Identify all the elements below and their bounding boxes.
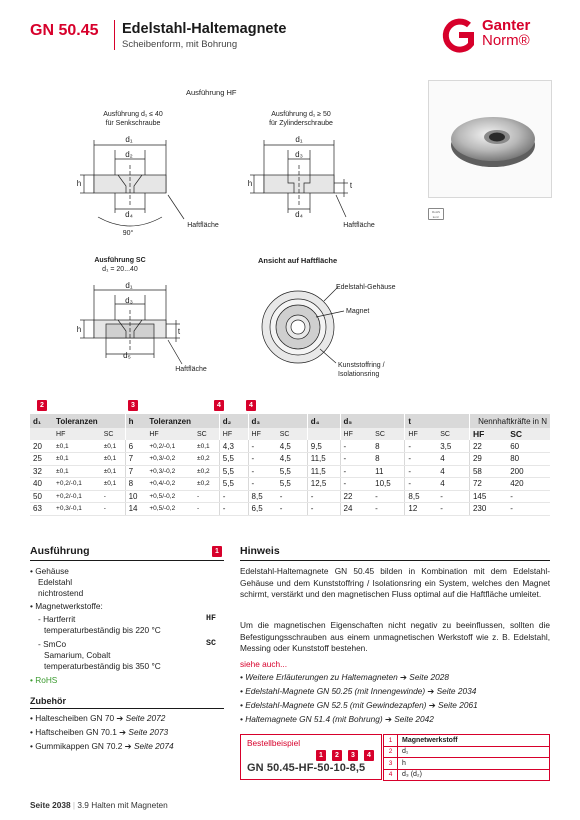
table-cell: 230 bbox=[469, 503, 507, 516]
sc-d5: d₅ bbox=[123, 351, 131, 360]
ganter-logo-icon bbox=[440, 18, 478, 54]
hf-right-h: h bbox=[247, 179, 253, 188]
table-cell: 200 bbox=[507, 465, 550, 478]
col-blank bbox=[277, 414, 308, 428]
spec-item: - SmCo bbox=[38, 639, 67, 649]
table-cell: 29 bbox=[469, 453, 507, 466]
code-sc: SC bbox=[206, 639, 216, 648]
table-cell: 10 bbox=[125, 490, 146, 503]
order-example-box bbox=[240, 734, 382, 780]
hf-left-caption: Ausführung d₁ ≤ 40 für Senkschraube bbox=[103, 111, 163, 127]
table-cell: 80 bbox=[507, 453, 550, 466]
sub-blank bbox=[125, 428, 146, 440]
table-cell: 8 bbox=[125, 478, 146, 491]
table-cell: ±0,2 bbox=[194, 453, 219, 466]
hf-left-d4: d₄ bbox=[125, 210, 133, 219]
hf-right-caption: Ausführung d₁ ≥ 50 für Zylinderschraube bbox=[269, 111, 333, 127]
table-cell: 50 bbox=[30, 490, 53, 503]
accessory-item[interactable]: • Haftscheiben GN 70.1 ➔ Seite 2073 bbox=[30, 727, 169, 737]
table-cell: ±0,2 bbox=[194, 478, 219, 491]
table-cell: ±0,1 bbox=[53, 465, 101, 478]
section-rule bbox=[30, 560, 224, 561]
order-code: GN 50.45-HF-50-10-8,5 bbox=[247, 762, 366, 774]
badge-ausfuehrung: 1 bbox=[212, 546, 222, 557]
table-cell: 11 bbox=[372, 465, 405, 478]
table-cell: - bbox=[248, 453, 277, 466]
col-d5: d₅ bbox=[340, 414, 372, 428]
table-cell: - bbox=[101, 490, 125, 503]
table-cell: - bbox=[248, 478, 277, 491]
table-cell: 8,5 bbox=[248, 490, 277, 503]
hf-left-90: 90° bbox=[122, 230, 134, 237]
rohs-note: • RoHS bbox=[30, 675, 58, 685]
table-cell: ±0,1 bbox=[101, 465, 125, 478]
rohs-badge-icon: RoHS konf. bbox=[428, 208, 444, 220]
table-cell: 4 bbox=[437, 453, 469, 466]
table-cell: 5,5 bbox=[277, 478, 308, 491]
see-also-label: siehe auch... bbox=[240, 659, 288, 669]
order-legend-row bbox=[384, 758, 550, 770]
accessory-item[interactable]: • Haltescheiben GN 70 ➔ Seite 2072 bbox=[30, 713, 166, 723]
sc-haftflaeche: Haftfläche bbox=[175, 366, 207, 373]
col-holding-force: Nennhaftkräfte in N bbox=[469, 414, 550, 428]
table-cell: - bbox=[307, 490, 340, 503]
see-also-link[interactable]: • Edelstahl-Magnete GN 50.25 (mit Innengewinde) ➔ Seite 2034 bbox=[240, 686, 477, 696]
table-cell: - bbox=[507, 503, 550, 516]
table-cell: +0,3/-0,2 bbox=[146, 465, 194, 478]
table-cell: 72 bbox=[469, 478, 507, 491]
table-cell: - bbox=[340, 453, 372, 466]
table-cell: 8 bbox=[372, 440, 405, 453]
order-legend-text: h bbox=[398, 758, 550, 770]
table-cell: ±0,1 bbox=[53, 453, 101, 466]
table-cell: 5,5 bbox=[277, 465, 308, 478]
order-legend-text: d₃ (d₂) bbox=[398, 769, 550, 781]
table-cell: 6,5 bbox=[248, 503, 277, 516]
table-cell: - bbox=[277, 490, 308, 503]
hinweis-paragraph: Edelstahl-Haltemagnete GN 50.45 bilden in Kombination mit dem Edelstahl-Gehäuse und dem Kunststoffring / Isolationsring ein System, welches den Magnet schirmt, verstärkt und den magnetischen Fluss optimal auf die Haftfläche umleitet. bbox=[240, 566, 550, 599]
logo-text-top: Ganter bbox=[482, 17, 531, 34]
section-hinweis-title: Hinweis bbox=[240, 545, 280, 557]
ganter-norm-logo bbox=[440, 18, 550, 54]
table-cell: - bbox=[372, 503, 405, 516]
product-photo bbox=[428, 80, 552, 198]
col-t: t bbox=[405, 414, 437, 428]
table-cell: 420 bbox=[507, 478, 550, 491]
hinweis-paragraph: Um die magnetischen Eigenschaften nicht negativ zu beeinflussen, sollten die Befestigungsschrauben aus einem unmagnetischen Werkstoff wie z. B. Edelstahl, Messing oder Kunststoff bestehen. bbox=[240, 620, 550, 653]
sub-sc: SC bbox=[101, 428, 125, 440]
spec-item: nichtrostend bbox=[38, 588, 84, 598]
accessory-item[interactable]: • Gummikappen GN 70.2 ➔ Seite 2074 bbox=[30, 741, 174, 751]
order-legend-number: 3 bbox=[384, 758, 398, 770]
sub-sc: SC bbox=[437, 428, 469, 440]
section-rule bbox=[240, 560, 550, 561]
spec-item: temperaturbeständig bis 220 °C bbox=[44, 625, 161, 635]
hf-left-h: h bbox=[76, 179, 82, 188]
order-legend-row bbox=[384, 769, 550, 781]
sub-hf: HF bbox=[248, 428, 277, 440]
table-cell: 10,5 bbox=[372, 478, 405, 491]
col-blank bbox=[437, 414, 469, 428]
sub-hf: HF bbox=[340, 428, 372, 440]
table-cell: 4 bbox=[437, 465, 469, 478]
sub-blank bbox=[307, 428, 340, 440]
col-blank bbox=[194, 414, 219, 428]
col-d3: d₃ bbox=[248, 414, 277, 428]
table-row bbox=[30, 503, 550, 516]
table-cell: ±0,2 bbox=[194, 465, 219, 478]
order-legend-number: 4 bbox=[384, 769, 398, 781]
table-cell: ±0,1 bbox=[101, 453, 125, 466]
table-cell: - bbox=[101, 503, 125, 516]
hf-right-d4: d₄ bbox=[295, 210, 303, 219]
table-cell: +0,5/-0,2 bbox=[146, 503, 194, 516]
table-cell: 6 bbox=[125, 440, 146, 453]
table-cell: 22 bbox=[469, 440, 507, 453]
table-cell: 63 bbox=[30, 503, 53, 516]
table-row bbox=[30, 465, 550, 478]
table-cell: - bbox=[372, 490, 405, 503]
order-marker: 2 bbox=[332, 750, 342, 761]
badge-d1: 2 bbox=[37, 400, 47, 411]
sub-hf: HF bbox=[53, 428, 101, 440]
table-cell: 7 bbox=[125, 453, 146, 466]
product-code: GN 50.45 bbox=[30, 22, 99, 39]
magnet-photo-image bbox=[429, 81, 551, 197]
sc-d3: d₃ bbox=[125, 296, 133, 305]
see-also-link[interactable]: • Haltemagnete GN 51.4 (mit Bohrung) ➔ Seite 2042 bbox=[240, 714, 434, 724]
col-d2: d₂ bbox=[219, 414, 248, 428]
table-cell: - bbox=[405, 440, 437, 453]
table-cell: +0,4/-0,2 bbox=[146, 478, 194, 491]
spec-item: Edelstahl bbox=[38, 577, 73, 587]
table-cell: 4 bbox=[437, 478, 469, 491]
order-marker: 1 bbox=[316, 750, 326, 761]
sub-sc: SC bbox=[507, 428, 550, 440]
col-h: h bbox=[125, 414, 146, 428]
table-cell: 12 bbox=[405, 503, 437, 516]
sc-h: h bbox=[76, 325, 82, 334]
table-cell: +0,2/-0,1 bbox=[146, 440, 194, 453]
see-also-link[interactable]: • Edelstahl-Magnete GN 52.5 (mit Gewindezapfen) ➔ Seite 2061 bbox=[240, 700, 478, 710]
chapter-title: 3.9 Halten mit Magneten bbox=[77, 800, 168, 810]
sub-blank bbox=[30, 428, 53, 440]
table-row bbox=[30, 478, 550, 491]
table-cell: - bbox=[219, 503, 248, 516]
hf-left-haftflaeche: Haftfläche bbox=[187, 222, 219, 229]
table-cell: - bbox=[437, 503, 469, 516]
page-subtitle: Scheibenform, mit Bohrung bbox=[122, 39, 238, 50]
table-cell: 7 bbox=[125, 465, 146, 478]
section-zubehoer-title: Zubehör bbox=[30, 696, 66, 706]
table-row bbox=[30, 490, 550, 503]
table-header-row bbox=[30, 414, 550, 428]
code-hf: HF bbox=[206, 614, 216, 623]
table-cell: 12,5 bbox=[307, 478, 340, 491]
table-cell: - bbox=[405, 453, 437, 466]
table-cell: ±0,1 bbox=[101, 478, 125, 491]
order-legend-text: d₁ bbox=[398, 746, 550, 758]
hf-right-d1: d₁ bbox=[295, 135, 303, 144]
table-cell: - bbox=[340, 465, 372, 478]
hf-left-d1: d₁ bbox=[125, 135, 133, 144]
order-legend-row bbox=[384, 746, 550, 758]
table-row bbox=[30, 453, 550, 466]
table-cell: - bbox=[340, 440, 372, 453]
table-cell: 145 bbox=[469, 490, 507, 503]
table-cell: 32 bbox=[30, 465, 53, 478]
col-blank bbox=[101, 414, 125, 428]
sub-hf: HF bbox=[405, 428, 437, 440]
table-cell: 5,5 bbox=[219, 478, 248, 491]
sc-t: t bbox=[177, 327, 181, 336]
hf-right-d3: d₃ bbox=[295, 150, 303, 159]
order-legend-number: 2 bbox=[384, 746, 398, 758]
spec-item: • Magnetwerkstoffe: bbox=[30, 601, 103, 611]
table-cell: 14 bbox=[125, 503, 146, 516]
spec-item: Samarium, Cobalt bbox=[44, 650, 111, 660]
table-cell: - bbox=[307, 503, 340, 516]
order-legend-number: 1 bbox=[384, 735, 398, 747]
table-cell: 58 bbox=[469, 465, 507, 478]
table-cell: - bbox=[248, 465, 277, 478]
table-cell: 60 bbox=[507, 440, 550, 453]
sub-hf: HF bbox=[469, 428, 507, 440]
table-cell: - bbox=[437, 490, 469, 503]
sub-sc: SC bbox=[194, 428, 219, 440]
footer-separator: | bbox=[72, 800, 76, 810]
section-ausfuehrung-title: Ausführung bbox=[30, 545, 90, 557]
table-cell: 5,5 bbox=[219, 465, 248, 478]
table-cell: ±0,1 bbox=[194, 440, 219, 453]
table-cell: +0,5/-0,2 bbox=[146, 490, 194, 503]
order-marker: 4 bbox=[364, 750, 374, 761]
view-label-housing: Edelstahl-Gehäuse bbox=[336, 284, 396, 291]
hf-right-haftflaeche: Haftfläche bbox=[343, 222, 375, 229]
table-cell: - bbox=[405, 465, 437, 478]
order-legend-row bbox=[384, 735, 550, 747]
table-cell: 5,5 bbox=[219, 453, 248, 466]
table-cell: 4,5 bbox=[277, 453, 308, 466]
table-cell: 20 bbox=[30, 440, 53, 453]
table-cell: - bbox=[194, 490, 219, 503]
table-cell: - bbox=[219, 490, 248, 503]
spec-item: temperaturbeständig bis 350 °C bbox=[44, 661, 161, 671]
badge-d2: 4 bbox=[214, 400, 224, 411]
col-tolerances-h: Toleranzen bbox=[146, 414, 194, 428]
col-d1: d₁ bbox=[30, 414, 53, 428]
order-marker: 3 bbox=[348, 750, 358, 761]
table-cell: 4,3 bbox=[219, 440, 248, 453]
table-cell: - bbox=[340, 478, 372, 491]
page-number: Seite 2038 bbox=[30, 800, 71, 810]
table-cell: 9,5 bbox=[307, 440, 340, 453]
table-cell: ±0,1 bbox=[101, 440, 125, 453]
hf-left-d2: d₂ bbox=[125, 150, 133, 159]
sub-sc: SC bbox=[277, 428, 308, 440]
col-d4: d₄ bbox=[307, 414, 340, 428]
sc-caption: Ausführung SC d₁ = 20...40 bbox=[94, 257, 146, 273]
badge-d3: 4 bbox=[246, 400, 256, 411]
table-cell: 24 bbox=[340, 503, 372, 516]
table-cell: 22 bbox=[340, 490, 372, 503]
spec-item: - Hartferrit bbox=[38, 614, 76, 624]
badge-h: 3 bbox=[128, 400, 138, 411]
logo-text-bottom: Norm® bbox=[482, 32, 530, 49]
table-cell: - bbox=[248, 440, 277, 453]
header-divider bbox=[114, 20, 115, 50]
spec-item: • Gehäuse bbox=[30, 566, 69, 576]
section-rule bbox=[30, 708, 224, 709]
table-subheader-row bbox=[30, 428, 550, 440]
view-label-magnet: Magnet bbox=[346, 308, 370, 315]
table-cell: - bbox=[277, 503, 308, 516]
order-legend-text: Magnetwerkstoff bbox=[398, 735, 550, 747]
sub-hf: HF bbox=[146, 428, 194, 440]
table-cell: 4,5 bbox=[277, 440, 308, 453]
sub-hf: HF bbox=[219, 428, 248, 440]
table-cell: +0,3/-0,2 bbox=[146, 453, 194, 466]
table-cell: 40 bbox=[30, 478, 53, 491]
order-legend-table bbox=[383, 734, 550, 781]
hf-right-t: t bbox=[349, 181, 353, 190]
table-cell: 11,5 bbox=[307, 453, 340, 466]
order-example-title: Bestellbeispiel bbox=[247, 738, 301, 748]
table-cell: 11,5 bbox=[307, 465, 340, 478]
drawing-title-hf: Ausführung HF bbox=[186, 88, 237, 97]
table-cell: +0,2/-0,1 bbox=[53, 478, 101, 491]
view-title: Ansicht auf Haftfläche bbox=[258, 256, 338, 265]
col-tolerances-d1: Toleranzen bbox=[53, 414, 101, 428]
view-label-ring: Kunststoffring / Isolationsring bbox=[338, 362, 385, 378]
page-title: Edelstahl-Haltemagnete bbox=[122, 21, 287, 37]
sc-d1: d₁ bbox=[125, 281, 133, 290]
page-footer bbox=[30, 800, 168, 810]
table-cell: ±0,1 bbox=[53, 440, 101, 453]
table-cell: 25 bbox=[30, 453, 53, 466]
table-cell: 3,5 bbox=[437, 440, 469, 453]
table-cell: - bbox=[194, 503, 219, 516]
table-row bbox=[30, 440, 550, 453]
table-cell: +0,2/-0,1 bbox=[53, 490, 101, 503]
sub-sc: SC bbox=[372, 428, 405, 440]
page-header bbox=[30, 18, 550, 58]
see-also-link[interactable]: • Weitere Erläuterungen zu Haltemagneten ➔ Seite 2028 bbox=[240, 672, 449, 682]
table-cell: 8,5 bbox=[405, 490, 437, 503]
table-cell: - bbox=[507, 490, 550, 503]
table-cell: 8 bbox=[372, 453, 405, 466]
table-cell: - bbox=[405, 478, 437, 491]
col-blank bbox=[372, 414, 405, 428]
dimensions-table bbox=[30, 414, 550, 516]
table-cell: +0,3/-0,1 bbox=[53, 503, 101, 516]
